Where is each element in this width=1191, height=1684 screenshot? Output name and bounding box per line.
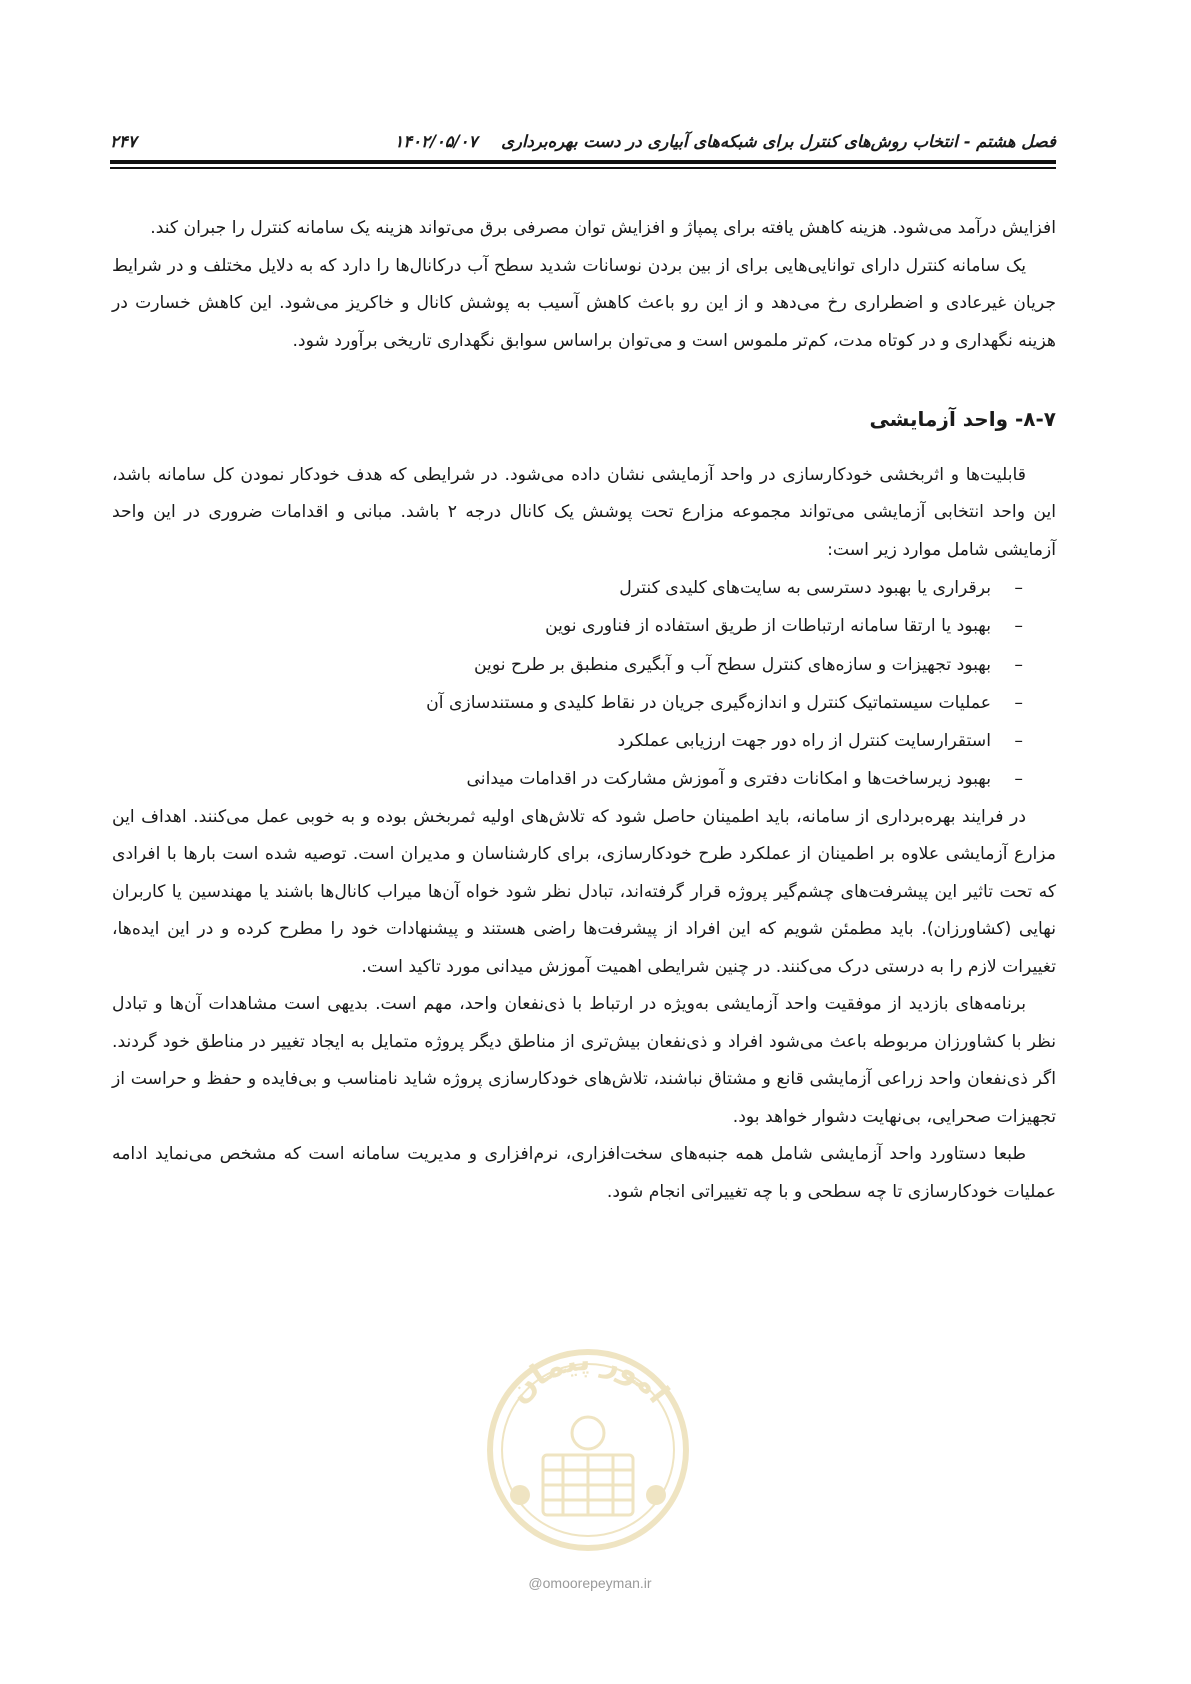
paragraph-continued: افزایش درآمد می‌شود. هزینه کاهش یافته برای پمپاژ و افزایش توان مصرفی برق می‌تواند هزینه یک سامانه کنترل را جبران کند. xyxy=(150,218,1056,238)
bullet-dash: – xyxy=(1014,654,1023,675)
paragraph: قابلیت‌ها و اثربخشی خودکارسازی در واحد آزمایشی نشان داده می‌شود. در شرایطی که هدف خودکار نمودن کل سامانه باشد، این واحد انتخابی آزمایشی می‌تواند مجموعه مزارع تحت پوشش یک کانال درجه ۲ باشد. مبانی و اقدامات ضروری در این واحد آزمایشی شامل موارد زیر است: xyxy=(112,464,1057,560)
watermark-logo-icon xyxy=(478,1345,698,1555)
header-rule-thin xyxy=(110,167,1056,169)
watermark-url: @omoorepeyman.ir xyxy=(528,1575,652,1591)
list-item-text: استقرارسایت کنترل از راه دور جهت ارزیابی عملکرد xyxy=(617,731,991,752)
list-item xyxy=(112,646,1023,684)
chapter-title: فصل هشتم - انتخاب روش‌های کنترل برای شبکه‌های آبیاری در دست بهره‌برداری xyxy=(501,131,1056,151)
running-header xyxy=(110,128,1056,154)
paragraph: طبعا دستاورد واحد آزمایشی شامل همه جنبه‌های سخت‌افزاری، نرم‌افزاری و مدیریت سامانه است که مشخص می‌نماید ادامه عملیات خودکارسازی تا چه سطحی و با چه تغییراتی انجام شود. xyxy=(112,1144,1056,1202)
list-item xyxy=(112,607,1023,645)
list-item xyxy=(112,722,1023,760)
header-rule-thick xyxy=(110,160,1056,164)
header-date: ۱۴۰۲/۰۵/۰۷ xyxy=(394,131,478,151)
bullet-dash: – xyxy=(1014,616,1023,637)
page-number: ۲۴۷ xyxy=(110,131,137,151)
section-heading: ۸-۷- واحد آزمایشی xyxy=(869,407,1056,431)
watermark-logo-text: امور پیمان xyxy=(501,1345,676,1410)
list-item-text: برقراری یا بهبود دسترسی به سایت‌های کلیدی کنترل xyxy=(619,578,991,598)
list-item xyxy=(112,684,1023,722)
page-content xyxy=(112,210,1056,1211)
list-item-text: بهبود زیرساخت‌ها و امکانات دفتری و آموزش مشارکت در اقدامات میدانی xyxy=(466,769,991,790)
header-title-group xyxy=(394,132,1056,151)
bullet-dash: – xyxy=(1014,769,1023,790)
bullet-dash: – xyxy=(1014,731,1023,752)
list-item-text: بهبود یا ارتقا سامانه ارتباطات از طریق استفاده از فناوری نوین xyxy=(545,616,991,637)
bullet-list xyxy=(112,569,1056,799)
list-item-text: عملیات سیستماتیک کنترل و اندازه‌گیری جریان در نقاط کلیدی و مستندسازی آن xyxy=(426,692,991,713)
bullet-dash: – xyxy=(1014,578,1023,598)
paragraph: در فرایند بهره‌برداری از سامانه، باید اطمینان حاصل شود که تلاش‌های اولیه ثمربخش بوده و به خوبی عمل می‌کنند. اهداف این مزارع آزمایشی علاوه بر اطمینان از عملکرد طرح خودکارسازی، برای کارشناسان و مدیران است. توصیه شده است بارها با افرادی که تحت تاثیر این پیشرفت‌های چشم‌گیر پروژه قرار گرفته‌اند، تبادل نظر شود خواه آن‌ها میراب کانال‌ها باشند یا مهندسین یا کاربران نهایی (کشاورزان). باید مطمئن شویم که این افراد از پیشرفت‌ها راضی هستند و پیشنهادات خود را مطرح کرده و در این ایده‌ها، تغییرات لازم را به درستی درک می‌کنند. در چنین شرایطی اهمیت آموزش میدانی مورد تاکید است. xyxy=(112,806,1056,977)
svg-text:امور پیمان xyxy=(501,1345,675,1410)
bullet-dash: – xyxy=(1014,692,1023,713)
list-item-text: بهبود تجهیزات و سازه‌های کنترل سطح آب و آبگیری منطبق بر طرح نوین xyxy=(473,654,991,675)
paragraph: برنامه‌های بازدید از موفقیت واحد آزمایشی به‌ویژه در ارتباط با ذی‌نفعان واحد، مهم است. بدیهی است مشاهدات آن‌ها و تبادل نظر با کشاورزان مربوطه باعث می‌شود افراد و ذی‌نفعان بیش‌تری از مناطق دیگر پروژه متمایل به ایجاد تغییر در مناطق خود گردند. اگر ذی‌نفعان واحد زراعی آزمایشی قانع و مشتاق نباشند، تلاش‌های خودکارسازی پروژه شاید نامناسب و بی‌فایده و حفظ و حراست از تجهیزات صحرایی، بی‌نهایت دشوار خواهد بود. xyxy=(112,994,1056,1127)
paragraph: یک سامانه کنترل دارای توانایی‌هایی برای از بین بردن نوسانات شدید سطح آب درکانال‌ها را دارد که به دلایل مختلف و در شرایط جریان غیرعادی و اضطراری رخ می‌دهد و از این رو باعث کاهش آسیب به پوشش کانال و خاکریز می‌شود. این کاهش خسارت در هزینه نگهداری و در کوتاه مدت، کم‌تر ملموس است و می‌توان براساس سوابق نگهداری تاریخی برآورد شود. xyxy=(112,255,1056,351)
list-item xyxy=(112,760,1023,798)
list-item xyxy=(112,569,1023,607)
